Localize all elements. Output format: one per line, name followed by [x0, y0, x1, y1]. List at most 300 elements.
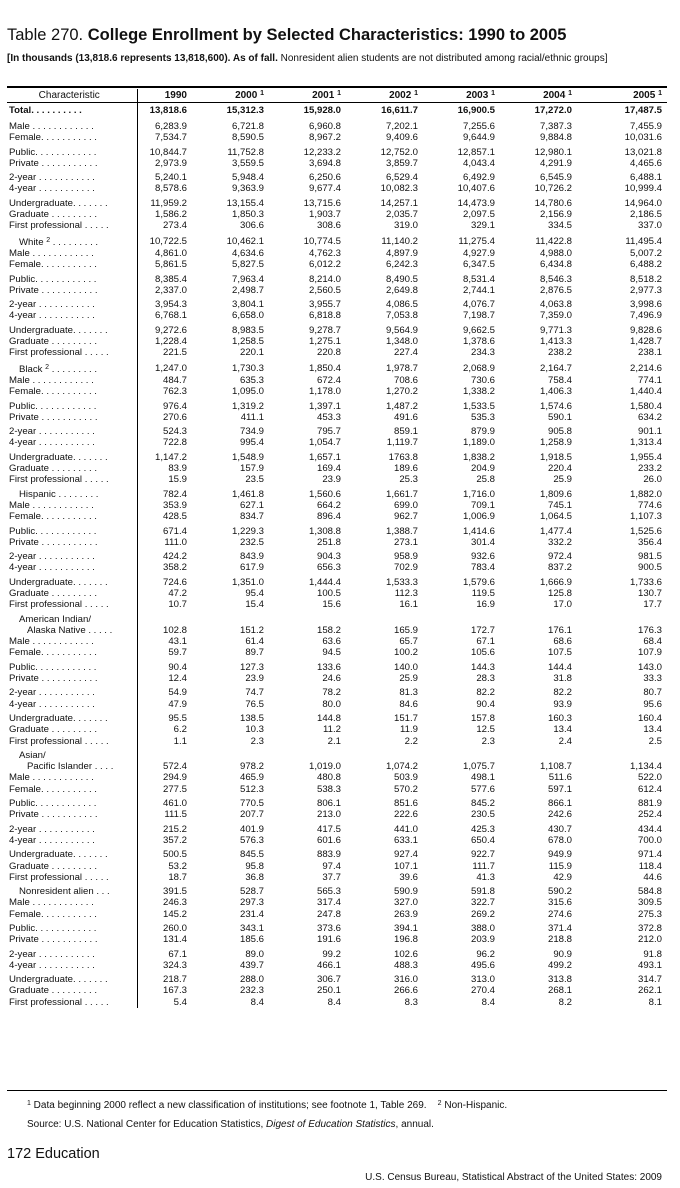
cell-value: 90.9: [553, 948, 572, 960]
cell-value: 5,007.2: [629, 247, 662, 259]
cell-value: 493.1: [637, 959, 662, 971]
cell-value: 36.8: [245, 871, 264, 883]
cell-value: 12,752.0: [380, 146, 418, 158]
cell-value: 353.9: [162, 499, 187, 511]
cell-value: 43.1: [168, 636, 187, 648]
cell-value: 1,388.7: [385, 525, 418, 537]
cell-value: [346, 611, 423, 625]
table-row: [7, 736, 667, 747]
cell-value: 495.6: [470, 959, 495, 971]
row-label: 4-year . . . . . . . . . . .: [7, 835, 137, 846]
column-header-year: 1990: [137, 89, 192, 103]
cell-value: 82.2: [476, 687, 495, 699]
cell-value: 1,716.0: [462, 488, 495, 500]
cell-value: 524.3: [162, 426, 187, 438]
cell-value: 8,518.2: [629, 273, 662, 285]
cell-value: 627.1: [239, 499, 264, 511]
table-row: [7, 423, 667, 437]
cell-value: 4,762.3: [308, 247, 341, 259]
cell-value: 535.3: [470, 411, 495, 423]
cell-value: 7,455.9: [629, 121, 662, 132]
cell-value: 8.4: [327, 996, 341, 1008]
cell-value: 3,954.3: [154, 299, 187, 311]
cell-value: 7,963.4: [231, 273, 264, 285]
cell-value: 313.8: [547, 974, 572, 986]
cell-value: 234.3: [470, 347, 495, 359]
cell-value: 971.4: [637, 849, 662, 861]
row-label: Nonresident alien . . .: [7, 883, 137, 897]
cell-value: 262.1: [637, 985, 662, 997]
cell-value: 81.3: [399, 687, 418, 699]
cell-value: 2.3: [250, 735, 264, 747]
cell-value: 112.3: [394, 587, 418, 599]
cell-value: 314.7: [637, 974, 662, 986]
cell-value: 332.2: [547, 536, 572, 548]
cell-value: 9,564.9: [385, 324, 418, 336]
cell-value: 1,661.7: [385, 488, 418, 500]
cell-value: 39.6: [399, 871, 418, 883]
row-label: Graduate . . . . . . . . .: [7, 209, 137, 220]
cell-value: 8,490.5: [385, 273, 418, 285]
table-row: [7, 934, 667, 945]
cell-value: 1,275.1: [308, 336, 341, 348]
table-row: [7, 144, 667, 158]
cell-value: 275.3: [637, 908, 662, 920]
cell-value: 145.2: [162, 908, 187, 920]
table-row: [7, 118, 667, 132]
cell-value: 9,363.9: [231, 183, 264, 195]
cell-value: 327.0: [393, 897, 418, 909]
cell-value: 484.7: [162, 374, 187, 386]
cell-value: 260.0: [162, 923, 187, 934]
row-label: Public. . . . . . . . . . . .: [7, 659, 137, 673]
cell-value: 7,255.6: [462, 121, 495, 132]
cell-value: 102.6: [393, 948, 418, 960]
cell-value: 480.8: [316, 772, 341, 784]
table-row: [7, 103, 667, 119]
table-row: [7, 724, 667, 735]
cell-value: 11,495.4: [625, 235, 662, 247]
row-label: Private . . . . . . . . . . .: [7, 412, 137, 423]
cell-value: 6,347.5: [462, 259, 495, 271]
table-row: [7, 821, 667, 835]
row-label: Undergraduate. . . . . . .: [7, 846, 137, 860]
table-row: [7, 195, 667, 209]
cell-value: 28.3: [476, 673, 495, 685]
cell-value: 15.4: [245, 599, 264, 611]
row-label: Private . . . . . . . . . . .: [7, 673, 137, 684]
cell-value: 1,108.7: [539, 761, 572, 773]
row-label: First professional . . . . .: [7, 872, 137, 883]
row-label: 4-year . . . . . . . . . . .: [7, 562, 137, 573]
cell-value: 428.5: [162, 511, 187, 523]
cell-value: 1,319.2: [231, 400, 264, 412]
column-header-characteristic: Characteristic: [7, 89, 137, 103]
cell-value: 782.4: [162, 488, 187, 500]
table-title-text: College Enrollment by Selected Characteristics: 1990 to 2005: [87, 26, 567, 44]
cell-value: 2,035.7: [385, 209, 418, 221]
cell-value: 3,955.7: [308, 299, 341, 311]
row-label: 2-year . . . . . . . . . . .: [7, 548, 137, 562]
row-label: 4-year . . . . . . . . . . .: [7, 437, 137, 448]
row-label: Public. . . . . . . . . . . .: [7, 795, 137, 809]
cell-value: 263.9: [393, 908, 418, 920]
cell-value: 1,850.3: [231, 209, 264, 221]
row-label: Black $^2$ . . . . . . . . .: [7, 359, 137, 375]
cell-value: 590.1: [547, 411, 572, 423]
table-row: [7, 500, 667, 511]
cell-value: 512.3: [239, 783, 264, 795]
cell-value: 42.9: [553, 871, 572, 883]
row-label: Female. . . . . . . . . . .: [7, 909, 137, 920]
row-label: Female. . . . . . . . . . .: [7, 647, 137, 658]
cell-value: 80.0: [322, 698, 341, 710]
cell-value: 1,809.6: [539, 488, 572, 500]
cell-value: 220.8: [316, 347, 341, 359]
cell-value: 6,658.0: [231, 310, 264, 322]
cell-value: 949.9: [547, 849, 572, 861]
cell-value: 10,844.7: [149, 146, 187, 158]
cell-value: 2,068.9: [462, 362, 495, 374]
cell-value: 491.6: [393, 411, 418, 423]
cell-value: 4,086.5: [385, 299, 418, 311]
cell-value: 94.5: [322, 647, 341, 659]
cell-value: 441.0: [393, 823, 418, 835]
cell-value: 1,413.3: [539, 336, 572, 348]
cell-value: 12,857.1: [457, 146, 495, 158]
row-label: Graduate . . . . . . . . .: [7, 861, 137, 872]
cell-value: 67.1: [476, 636, 495, 648]
cell-value: 222.6: [393, 809, 418, 821]
cell-value: [192, 611, 269, 625]
cell-value: 196.8: [393, 934, 418, 946]
cell-value: 522.0: [637, 772, 662, 784]
cell-value: 44.6: [643, 871, 662, 883]
row-label: Female. . . . . . . . . . .: [7, 132, 137, 143]
cell-value: 1,095.0: [231, 386, 264, 398]
table-row: [7, 511, 667, 522]
row-label: Male . . . . . . . . . . . .: [7, 375, 137, 386]
cell-value: 577.6: [470, 783, 495, 795]
column-header-year: 2004 $^1$: [500, 89, 577, 103]
cell-value: 357.2: [162, 834, 187, 846]
cell-value: 1,461.8: [231, 488, 264, 500]
table-row: [7, 920, 667, 934]
cell-value: 140.0: [393, 661, 418, 673]
table-row: [7, 946, 667, 960]
row-label: Graduate . . . . . . . . .: [7, 336, 137, 347]
cell-value: 5,861.5: [154, 259, 187, 271]
cell-value: 25.8: [476, 474, 495, 486]
table-row: [7, 611, 667, 625]
running-footer: U.S. Census Bureau, Statistical Abstract of the United States: 2009: [365, 1172, 662, 1183]
cell-value: 143.0: [637, 661, 662, 673]
cell-value: 63.6: [322, 636, 341, 648]
cell-value: 528.7: [239, 886, 264, 898]
table-row: [7, 636, 667, 647]
table-row: [7, 209, 667, 220]
table-row: [7, 861, 667, 872]
cell-value: 1,397.1: [308, 400, 341, 412]
cell-value: 1,414.6: [462, 525, 495, 537]
cell-value: 207.7: [239, 809, 264, 821]
cell-value: 425.3: [470, 823, 495, 835]
cell-value: 453.3: [316, 411, 341, 423]
cell-value: 981.5: [637, 551, 662, 563]
row-label: Public. . . . . . . . . . . .: [7, 523, 137, 537]
cell-value: 2,214.6: [629, 362, 662, 374]
cell-value: 80.7: [643, 687, 662, 699]
cell-value: 90.4: [168, 661, 187, 673]
table-row: [7, 562, 667, 573]
cell-value: 6.2: [173, 724, 187, 736]
cell-value: 708.6: [393, 374, 418, 386]
cell-value: 466.1: [316, 959, 341, 971]
cell-value: 806.1: [316, 798, 341, 810]
cell-value: 266.6: [393, 985, 418, 997]
cell-value: 601.6: [316, 834, 341, 846]
cell-value: 927.4: [393, 849, 418, 861]
cell-value: 730.6: [470, 374, 495, 386]
cell-value: 1,440.4: [629, 386, 662, 398]
cell-value: 2,977.3: [629, 284, 662, 296]
cell-value: 61.4: [245, 636, 264, 648]
cell-value: 1,548.9: [231, 451, 264, 463]
header-row: [7, 89, 667, 103]
cell-value: 12,233.2: [303, 146, 341, 158]
cell-value: 10,722.5: [149, 235, 187, 247]
cell-value: 250.1: [316, 985, 341, 997]
row-label: Undergraduate. . . . . . .: [7, 710, 137, 724]
cell-value: 3,804.1: [231, 299, 264, 311]
table-row: [7, 259, 667, 270]
cell-value: 2,973.9: [154, 157, 187, 169]
cell-value: 78.2: [322, 687, 341, 699]
cell-value: 7,053.8: [385, 310, 418, 322]
cell-value: 590.9: [393, 886, 418, 898]
cell-value: 774.6: [637, 499, 662, 511]
cell-value: 461.0: [162, 798, 187, 810]
cell-value: 191.6: [316, 934, 341, 946]
cell-value: 2,560.5: [308, 284, 341, 296]
cell-value: 25.9: [553, 474, 572, 486]
cell-value: 1.1: [173, 735, 187, 747]
table-body: [7, 103, 667, 1009]
table-headnote: [7, 53, 667, 65]
cell-value: 783.4: [470, 562, 495, 574]
cell-value: 25.3: [399, 474, 418, 486]
table-row: [7, 985, 667, 996]
row-label: 2-year . . . . . . . . . . .: [7, 169, 137, 183]
cell-value: 5,948.4: [231, 172, 264, 184]
table-row: [7, 960, 667, 971]
row-label: First professional . . . . .: [7, 474, 137, 485]
table-row: [7, 625, 667, 636]
cell-value: 499.2: [547, 959, 572, 971]
cell-value: [423, 611, 500, 625]
cell-value: 95.8: [245, 860, 264, 872]
cell-value: 13,818.6: [149, 105, 187, 116]
cell-value: 220.1: [239, 347, 264, 359]
row-label: 4-year . . . . . . . . . . .: [7, 960, 137, 971]
cell-value: 93.9: [553, 698, 572, 710]
cell-value: 301.4: [470, 536, 495, 548]
cell-value: 6,488.1: [629, 172, 662, 184]
cell-value: 118.4: [638, 860, 662, 872]
cell-value: 634.2: [637, 411, 662, 423]
cell-value: 11.2: [323, 724, 341, 736]
cell-value: 1,579.6: [462, 576, 495, 588]
row-label: Asian/: [7, 747, 137, 761]
cell-value: 169.4: [316, 463, 341, 475]
cell-value: 297.3: [239, 897, 264, 909]
cell-value: 82.2: [553, 687, 572, 699]
cell-value: 100.2: [393, 647, 418, 659]
row-label: 4-year . . . . . . . . . . .: [7, 699, 137, 710]
table-row: [7, 588, 667, 599]
cell-value: 83.9: [168, 463, 187, 475]
cell-value: 238.2: [547, 347, 572, 359]
cell-value: [192, 747, 269, 761]
cell-value: 724.6: [162, 576, 187, 588]
row-label: 2-year . . . . . . . . . . .: [7, 423, 137, 437]
cell-value: 89.0: [245, 948, 264, 960]
cell-value: 1,134.4: [629, 761, 662, 773]
table-row: [7, 183, 667, 194]
cell-value: 465.9: [239, 772, 264, 784]
cell-value: 6,818.8: [308, 310, 341, 322]
cell-value: 308.6: [316, 220, 341, 232]
cell-value: 709.1: [470, 499, 495, 511]
cell-value: 13,715.6: [303, 197, 341, 209]
cell-value: 12.4: [168, 673, 187, 685]
cell-value: 1,533.5: [462, 400, 495, 412]
row-label: Male . . . . . . . . . . . .: [7, 118, 137, 132]
cell-value: 758.4: [547, 374, 572, 386]
footnote-line: $^1$ Data beginning 2000 reflect a new classification of institutions; see footnote 1, Table 269. $^2$ Non-Hispanic.: [27, 1100, 508, 1111]
row-label: Undergraduate. . . . . . .: [7, 971, 137, 985]
cell-value: 843.9: [239, 551, 264, 563]
footnotes: [27, 1097, 667, 1137]
cell-value: 590.2: [547, 886, 572, 898]
cell-value: 2.5: [648, 735, 662, 747]
table-title: [7, 26, 566, 45]
cell-value: 16,900.5: [457, 105, 495, 116]
row-label: 2-year . . . . . . . . . . .: [7, 296, 137, 310]
cell-value: 33.3: [643, 673, 662, 685]
cell-value: 37.7: [322, 871, 341, 883]
row-label: 4-year . . . . . . . . . . .: [7, 310, 137, 321]
row-label: First professional . . . . .: [7, 220, 137, 231]
cell-value: 107.5: [547, 647, 572, 659]
cell-value: 322.7: [470, 897, 495, 909]
cell-value: 18.7: [168, 871, 187, 883]
column-header-year: 2000 $^1$: [192, 89, 269, 103]
cell-value: 9,771.3: [539, 324, 572, 336]
cell-value: 635.3: [239, 374, 264, 386]
cell-value: 1,064.5: [539, 511, 572, 523]
cell-value: 10,031.6: [624, 132, 662, 144]
cell-value: 576.3: [239, 834, 264, 846]
cell-value: 23.9: [245, 673, 264, 685]
cell-value: 1,054.7: [308, 437, 341, 449]
cell-value: 76.5: [245, 698, 264, 710]
row-label: Female. . . . . . . . . . .: [7, 259, 137, 270]
row-label: Male . . . . . . . . . . . .: [7, 772, 137, 783]
cell-value: 6,721.8: [231, 121, 264, 132]
cell-value: 7,534.7: [154, 132, 187, 144]
cell-value: 6,283.9: [154, 121, 187, 132]
cell-value: 1,147.2: [154, 451, 187, 463]
cell-value: 9,409.6: [385, 132, 418, 144]
cell-value: 13.4: [643, 724, 662, 736]
cell-value: 218.7: [162, 974, 187, 986]
cell-value: 97.4: [322, 860, 341, 872]
cell-value: [269, 747, 346, 761]
cell-value: 111.5: [164, 809, 187, 821]
cell-value: 232.5: [239, 536, 264, 548]
cell-value: 1,189.0: [462, 437, 495, 449]
row-label: 2-year . . . . . . . . . . .: [7, 821, 137, 835]
cell-value: 144.4: [547, 661, 572, 673]
table-row: [7, 537, 667, 548]
cell-value: 617.9: [239, 562, 264, 574]
cell-value: 14,473.9: [457, 197, 495, 209]
cell-value: 411.1: [240, 411, 264, 423]
cell-value: 845.2: [470, 798, 495, 810]
cell-value: 95.4: [245, 587, 264, 599]
cell-value: 189.6: [393, 463, 418, 475]
table-row: [7, 449, 667, 463]
table-row: [7, 296, 667, 310]
cell-value: 394.1: [393, 923, 418, 934]
row-label: Graduate . . . . . . . . .: [7, 985, 137, 996]
cell-value: 277.5: [162, 783, 187, 795]
cell-value: 356.4: [637, 536, 662, 548]
cell-value: 2,156.9: [539, 209, 572, 221]
cell-value: 972.4: [547, 551, 572, 563]
cell-value: 8,578.6: [154, 183, 187, 195]
cell-value: 165.9: [393, 624, 418, 636]
cell-value: 417.5: [316, 823, 341, 835]
row-label: 4-year . . . . . . . . . . .: [7, 183, 137, 194]
cell-value: 4,861.0: [154, 247, 187, 259]
cell-value: 896.4: [316, 511, 341, 523]
cell-value: 252.4: [637, 809, 662, 821]
cell-value: 2,186.5: [629, 209, 662, 221]
row-label: Undergraduate. . . . . . .: [7, 322, 137, 336]
cell-value: 23.9: [322, 474, 341, 486]
row-label: Private . . . . . . . . . . .: [7, 158, 137, 169]
cell-value: 294.9: [162, 772, 187, 784]
column-header-year: 2005 $^1$: [577, 89, 667, 103]
table-row: [7, 795, 667, 809]
cell-value: 10,726.2: [534, 183, 572, 195]
cell-value: 1,838.2: [462, 451, 495, 463]
cell-value: 16.9: [476, 599, 495, 611]
row-label: First professional . . . . .: [7, 736, 137, 747]
cell-value: 8,967.2: [308, 132, 341, 144]
cell-value: 976.4: [162, 400, 187, 412]
cell-value: 100.5: [316, 587, 341, 599]
cell-value: 313.0: [470, 974, 495, 986]
cell-value: 591.8: [470, 886, 495, 898]
cell-value: 221.5: [162, 347, 187, 359]
cell-value: 678.0: [547, 834, 572, 846]
cell-value: 572.4: [162, 761, 187, 773]
cell-value: 8,546.3: [539, 273, 572, 285]
cell-value: 371.4: [547, 923, 572, 934]
